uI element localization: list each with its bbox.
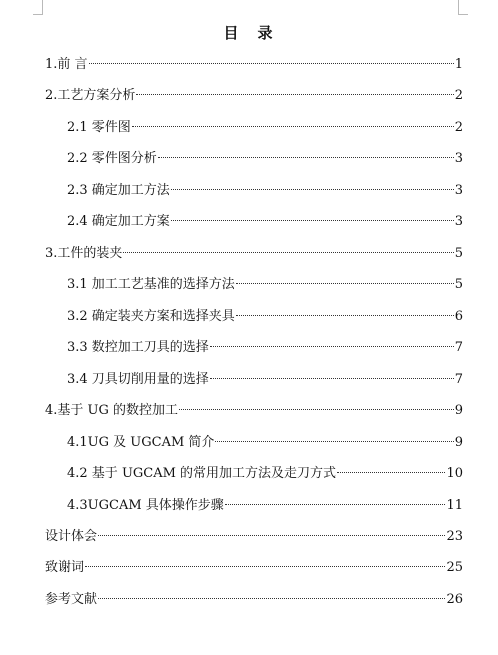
toc-title: 目 录: [223, 24, 275, 42]
toc-entry-label: 4.1UG 及 UGCAM 简介: [67, 435, 215, 450]
toc-entry-label: 2.工艺方案分析: [45, 88, 136, 103]
toc-entry-page: 2: [454, 120, 463, 135]
toc-entry-page: 5: [454, 246, 463, 261]
toc-entry-label: 4.基于 UG 的数控加工: [45, 403, 179, 418]
toc-entry[interactable]: [45, 243, 463, 265]
toc-entry-page: 3: [454, 214, 463, 229]
toc-entry[interactable]: [67, 337, 463, 359]
toc-entry-label: 3.4 刀具切削用量的选择: [67, 372, 209, 387]
toc-entry[interactable]: [45, 54, 463, 76]
toc-entry-label: 2.3 确定加工方法: [67, 183, 170, 198]
toc-entry[interactable]: [67, 180, 463, 202]
dot-leader: [225, 504, 446, 505]
dot-leader: [123, 252, 453, 253]
toc-entry-label: 1.前 言: [45, 57, 88, 72]
toc-entry-label: 2.2 零件图分析: [67, 151, 157, 166]
toc-entry-page: 3: [454, 183, 463, 198]
toc-entry-page: 9: [454, 403, 463, 418]
dot-leader: [98, 535, 445, 536]
page-corner-mark-top-left: [33, 0, 43, 15]
toc-entry-page: 10: [446, 466, 463, 481]
toc-entry-page: 2: [454, 88, 463, 103]
dot-leader: [136, 94, 453, 95]
toc-entry[interactable]: [67, 495, 463, 517]
toc-entry[interactable]: [67, 117, 463, 139]
dot-leader: [85, 566, 445, 567]
page-corner-mark-top-right: [458, 0, 468, 15]
toc-entry[interactable]: [67, 369, 463, 391]
dot-leader: [171, 220, 454, 221]
toc-entry-label: 4.3UGCAM 具体操作步骤: [67, 498, 224, 513]
toc-entry[interactable]: [67, 211, 463, 233]
toc-entry[interactable]: [67, 148, 463, 170]
toc-entry-label: 2.1 零件图: [67, 120, 131, 135]
toc-entry[interactable]: [67, 432, 463, 454]
toc-entry-page: 9: [454, 435, 463, 450]
toc-entry-label: 设计体会: [45, 529, 98, 544]
toc-entry-label: 参考文献: [45, 592, 98, 607]
toc-entry-label: 3.工件的装夹: [45, 246, 123, 261]
dot-leader: [158, 157, 454, 158]
dot-leader: [132, 126, 454, 127]
dot-leader: [210, 378, 454, 379]
toc-entry-page: 23: [446, 529, 463, 544]
toc-entry-page: 7: [454, 340, 463, 355]
toc-entry-label: 3.2 确定装夹方案和选择夹具: [67, 309, 235, 324]
toc-entry[interactable]: [45, 526, 463, 548]
toc-entry-label: 3.1 加工工艺基准的选择方法: [67, 277, 235, 292]
toc-entry-page: 7: [454, 372, 463, 387]
toc-entry-page: 25: [446, 560, 463, 575]
toc-entry-page: 5: [454, 277, 463, 292]
toc-entry-label: 2.4 确定加工方案: [67, 214, 170, 229]
dot-leader: [179, 409, 454, 410]
toc-entry-page: 11: [446, 498, 463, 513]
toc-entry-label: 3.3 数控加工刀具的选择: [67, 340, 209, 355]
dot-leader: [89, 63, 454, 64]
toc-entry[interactable]: [67, 306, 463, 328]
toc-entry[interactable]: [45, 400, 463, 422]
toc-entry[interactable]: [45, 589, 463, 611]
dot-leader: [98, 598, 445, 599]
toc-entry[interactable]: [45, 85, 463, 107]
toc-entry-page: 6: [454, 309, 463, 324]
dot-leader: [236, 283, 454, 284]
toc-entry-label: 4.2 基于 UGCAM 的常用加工方法及走刀方式: [67, 466, 337, 481]
toc-entry-label: 致谢词: [45, 560, 85, 575]
toc-entry-page: 3: [454, 151, 463, 166]
dot-leader: [236, 315, 454, 316]
toc-entry-page: 1: [454, 57, 463, 72]
toc-entry[interactable]: [67, 274, 463, 296]
toc-entry[interactable]: [45, 557, 463, 579]
dot-leader: [337, 472, 445, 473]
dot-leader: [210, 346, 454, 347]
dot-leader: [215, 441, 453, 442]
toc-entry[interactable]: [67, 463, 463, 485]
dot-leader: [171, 189, 454, 190]
toc-entry-page: 26: [446, 592, 463, 607]
